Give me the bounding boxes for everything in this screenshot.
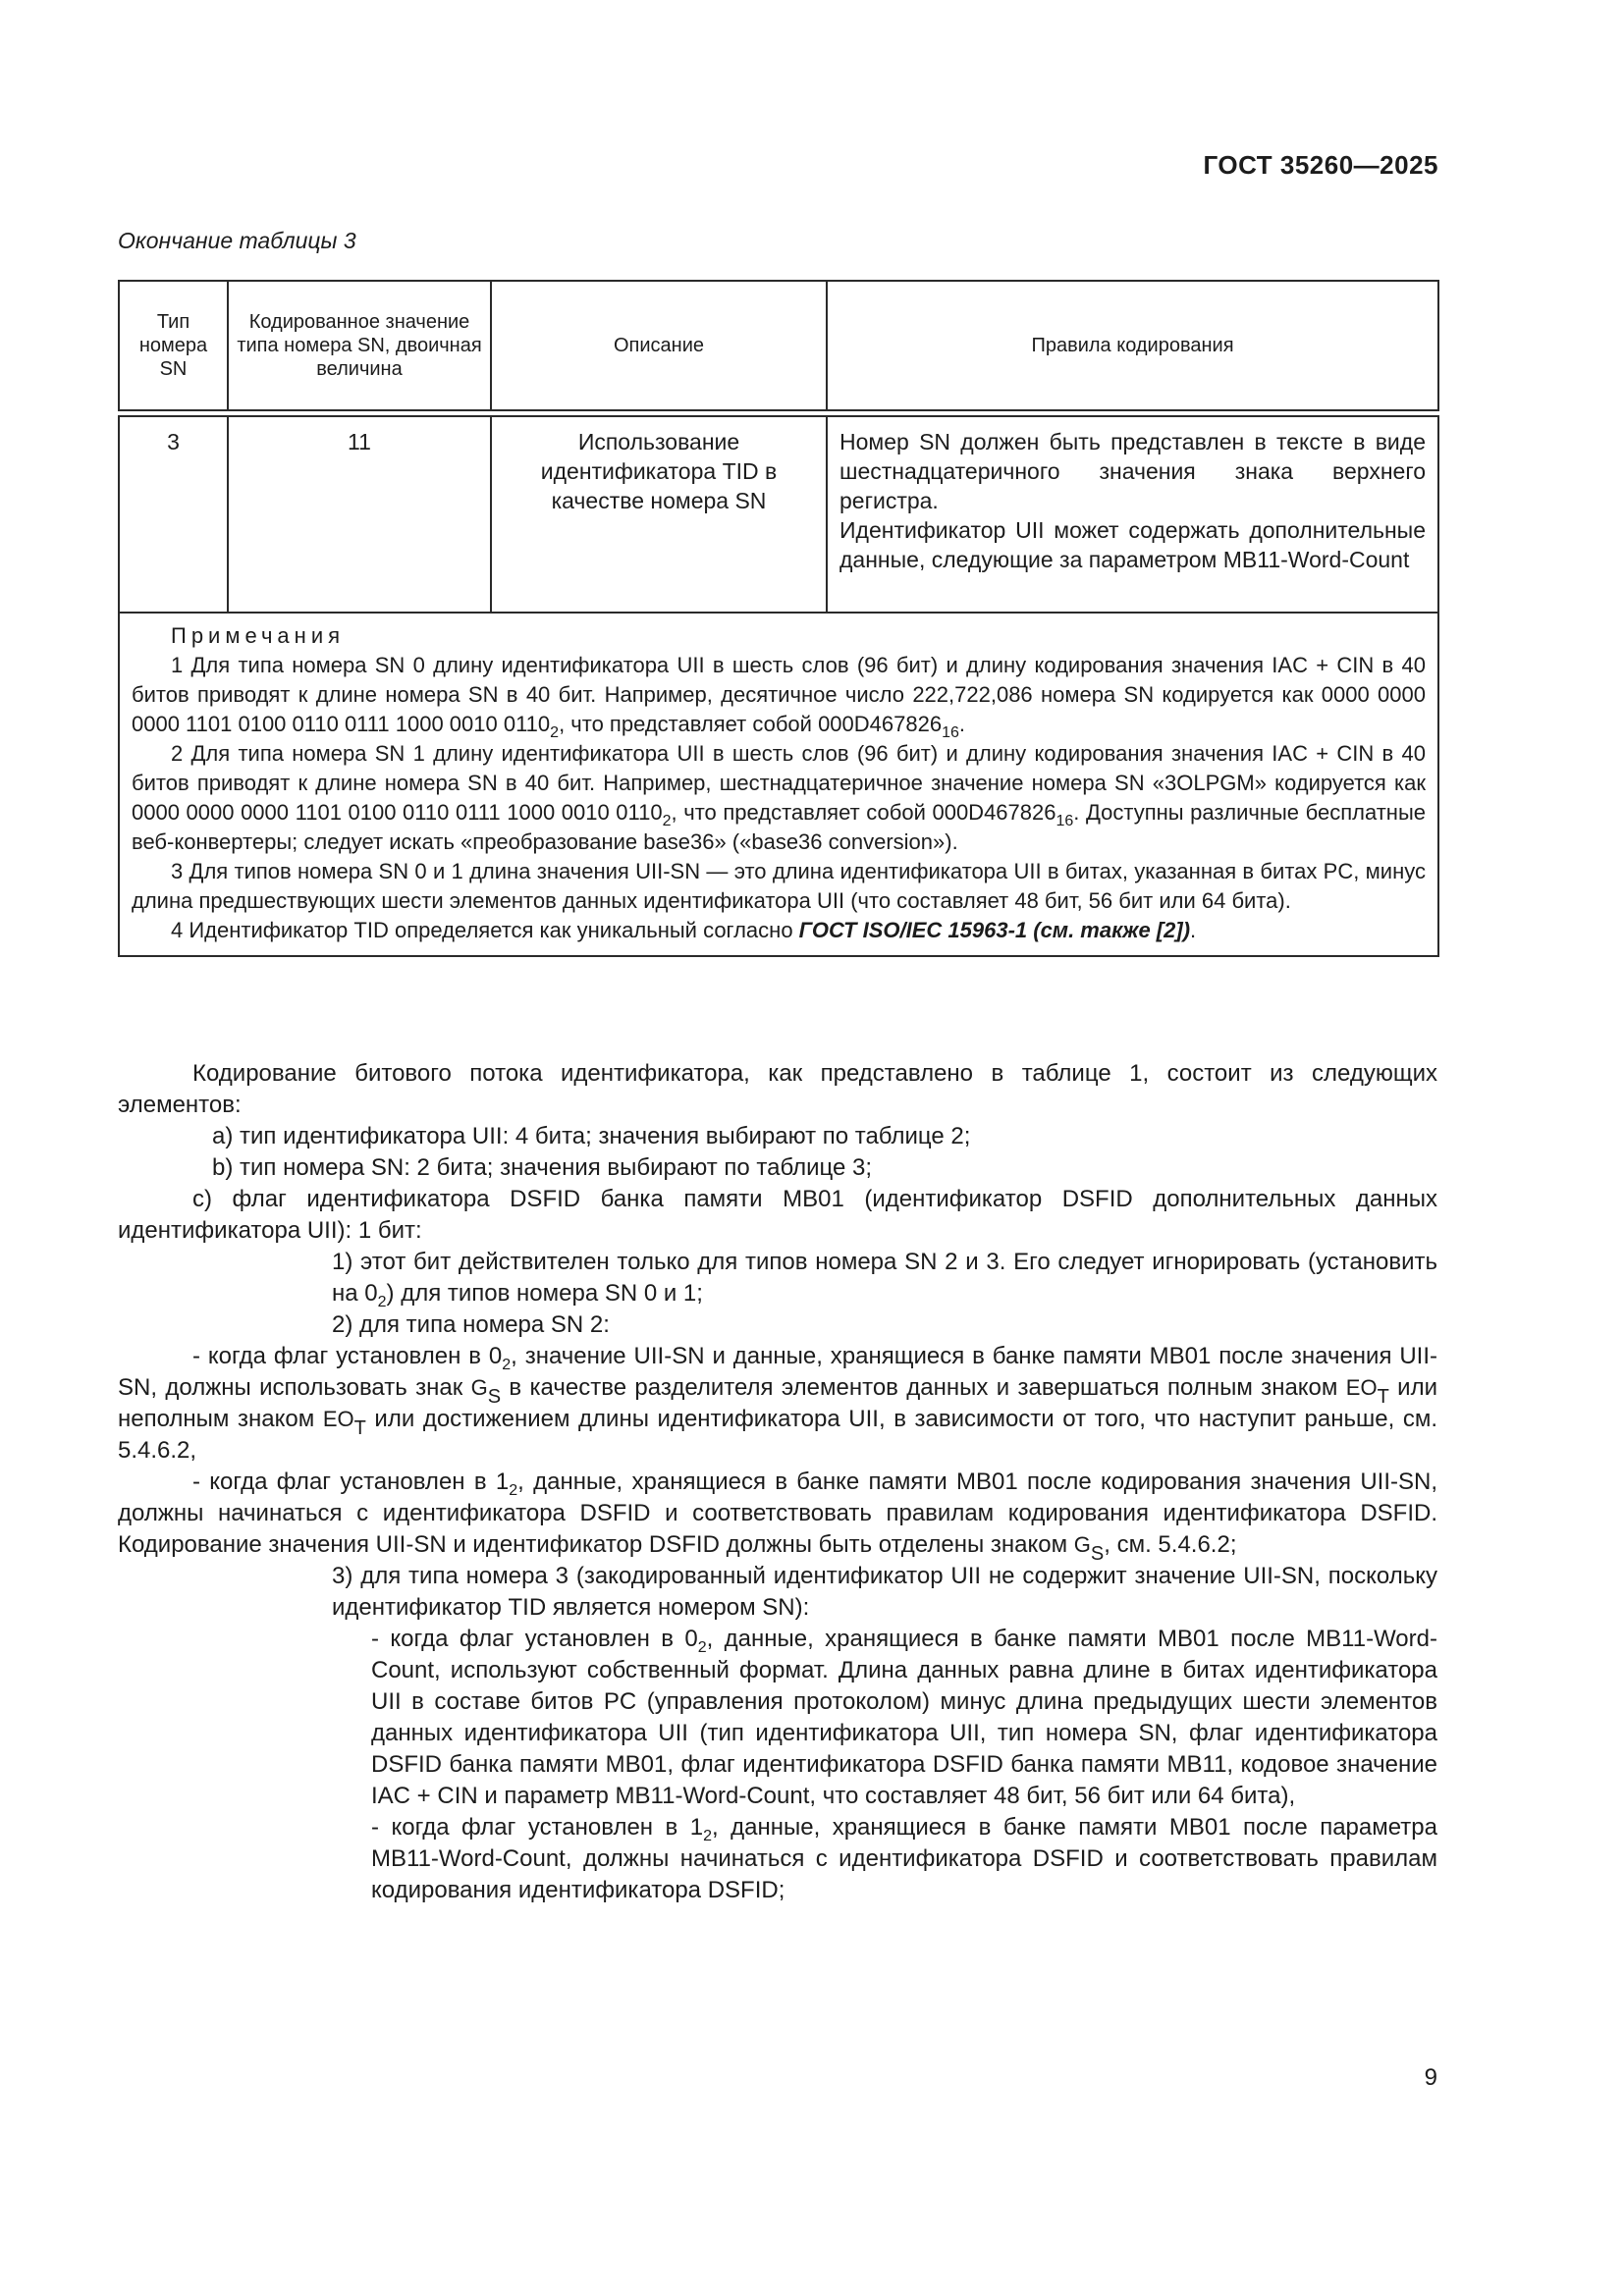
header-sn-type: Тип номера SN <box>119 281 228 410</box>
table-3 <box>118 280 1439 957</box>
note-3: 3 Для типов номера SN 0 и 1 длина значения UII-SN — это длина идентификатора UII в битах, указанная в битах PC, минус длина предшествующих шести элементов данных идентификатора UII (что составляет 48 бит, 56 бит или 64 бита). <box>132 859 1426 913</box>
page-number: 9 <box>1424 2064 1437 2091</box>
notes-row <box>119 613 1438 956</box>
gs-control-char: $G_S$ <box>1073 1532 1105 1565</box>
notes-title: Примечания <box>171 623 346 648</box>
notes-cell <box>119 613 1438 956</box>
note-1: 1 Для типа номера SN 0 длину идентификатора UII в шесть слов (96 бит) и длину кодирования значения IAC + CIN в 40 битов приводят к длине номера SN в 40 бит. Например, десятичное число 222,722,086 номера SN кодируется как 0000 0000 0000 1101 0100 0110 0111 1000 0010 $0110_2$, что представляет собой $000D467826_{16}$. <box>132 653 1426 741</box>
note-2: 2 Для типа номера SN 1 длину идентификатора UII в шесть слов (96 бит) и длину кодирования значения IAC + CIN в 40 битов приводят к длине номера SN в 40 бит. Например, шестнадцатеричное значение номера SN «3OLPGM» кодируется как 0000 0000 0000 1101 0100 0110 0111 1000 0010 $0110_2$, что представляет собой $000D467826_{16}$. Доступны различные бесплатные веб-конвертеры; следует искать «преобразование base36» («base36 conversion»). <box>132 741 1426 854</box>
cell-coded-value: 11 <box>228 416 491 613</box>
list-item-a: a) тип идентификатора UII: 4 бита; значения выбирают по таблице 2; <box>212 1123 971 1149</box>
dash-item-sn2-flag0: - когда флаг установлен в $0_2$, значение UII-SN и данные, хранящиеся в банке памяти MB01 после значения UII-SN, должны использовать знак $G_S$ в качестве разделителя элементов данных и завершаться полным знаком $EO_T$ или неполным знаком $EO_T$ или достижением длины идентификатора UII, в зависимости от того, что наступит раньше, см. 5.4.6.2, <box>118 1343 1438 1464</box>
standard-header: ГОСТ 35260—2025 <box>1203 150 1438 180</box>
rules-paragraph-2: Идентификатор UII может содержать дополнительные данные, следующие за параметром MB11-Word-Count <box>839 517 1426 572</box>
cell-coding-rules <box>827 416 1438 613</box>
header-description: Описание <box>491 281 827 410</box>
list-item-c2: 2) для типа номера SN 2: <box>332 1311 610 1338</box>
header-coded-value: Кодированное значение типа номера SN, двоичная величина <box>228 281 491 410</box>
dash-item-sn3-flag0: - когда флаг установлен в $0_2$, данные, хранящиеся в банке памяти MB01 после MB11-Word-Count, используют собственный формат. Длина данных равна длине в битах идентификатора UII в составе битов PC (управления протоколом) минус длина предыдущих шести элементов данных идентификатора UII (тип идентификатора UII, тип номера SN, флаг идентификатора DSFID банка памяти MB01, флаг идентификатора DSFID банка памяти MB11, кодовое значение IAC + CIN и параметр MB11-Word-Count, что составляет 48 бит, 56 бит или 64 бита), <box>371 1626 1437 1809</box>
table-row <box>119 416 1438 613</box>
eot-control-char: $EO_T$ <box>1345 1375 1389 1408</box>
gs-control-char: $G_S$ <box>470 1375 502 1408</box>
cell-description: Использование идентификатора TID в качестве номера SN <box>491 416 827 613</box>
table-header-row <box>119 281 1438 410</box>
cell-sn-type: 3 <box>119 416 228 613</box>
dash-item-sn3-flag1: - когда флаг установлен в $1_2$, данные, хранящиеся в банке памяти MB01 после параметра MB11-Word-Count, должны начинаться с идентификатора DSFID и соответствовать правилам кодирования идентификатора DSFID; <box>371 1814 1437 1903</box>
list-item-c: c) флаг идентификатора DSFID банка памяти MB01 (идентификатор DSFID дополнительных данных идентификатора UII): 1 бит: <box>118 1186 1437 1244</box>
header-coding-rules: Правила кодирования <box>827 281 1438 410</box>
table-caption: Окончание таблицы 3 <box>118 228 356 253</box>
list-item-c1: 1) этот бит действителен только для типов номера SN 2 и 3. Его следует игнорировать (установить на $0_2$) для типов номера SN 0 и 1; <box>332 1249 1437 1310</box>
body-text <box>118 1058 1437 1906</box>
note-4: 4 Идентификатор TID определяется как уникальный согласно ГОСТ ISO/IEC 15963-1 (см. также [2]). <box>171 918 1197 942</box>
eot-control-char: $EO_T$ <box>322 1407 366 1439</box>
list-item-b: b) тип номера SN: 2 бита; значения выбирают по таблице 3; <box>212 1154 873 1181</box>
paragraph-intro: Кодирование битового потока идентификатора, как представлено в таблице 1, состоит из следующих элементов: <box>118 1060 1437 1118</box>
list-item-c3: 3) для типа номера 3 (закодированный идентификатор UII не содержит значение UII-SN, поскольку идентификатор TID является номером SN): <box>332 1563 1437 1621</box>
rules-paragraph-1: Номер SN должен быть представлен в тексте в виде шестнадцатеричного значения знака верхнего регистра. <box>839 429 1426 513</box>
dash-item-sn2-flag1: - когда флаг установлен в $1_2$, данные, хранящиеся в банке памяти MB01 после кодирования значения UII-SN, должны начинаться с идентификатора DSFID и соответствовать правилам кодирования идентификатора DSFID. Кодирование значения UII-SN и идентификатор DSFID должны быть отделены знаком $G_S$, см. 5.4.6.2; <box>118 1468 1438 1565</box>
